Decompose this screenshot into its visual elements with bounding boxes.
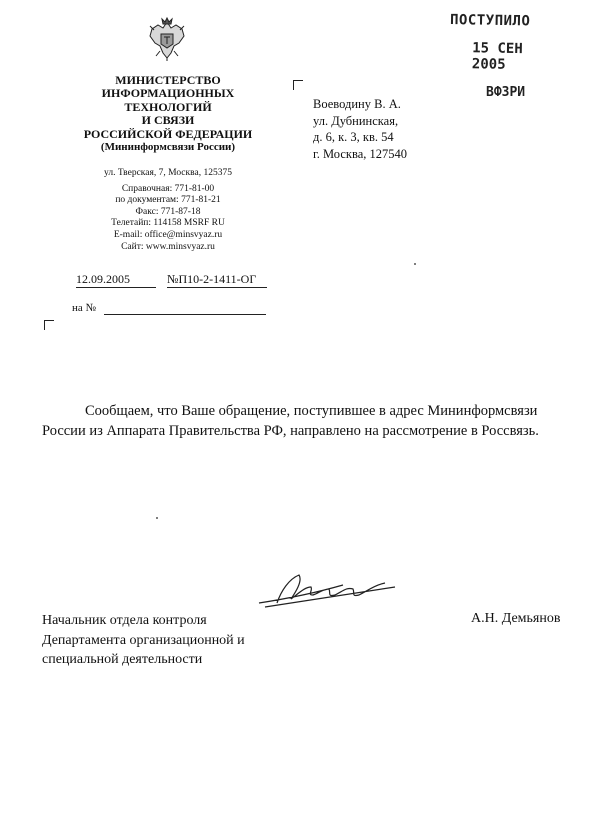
signer-position <box>42 611 245 670</box>
addressee-corner-mark <box>293 80 303 90</box>
letter-body: Сообщаем, что Ваше обращение, поступившее в адрес Мининформсвязи России из Аппарата Правительства РФ, направлено на рассмотрение в Россвязь. <box>42 403 539 439</box>
addressee-name: Воеводину В. А. <box>313 97 401 111</box>
stamp-department: ВФЗРИ <box>486 85 526 100</box>
contact-address: ул. Тверская, 7, Москва, 125375 <box>104 168 232 178</box>
outgoing-number <box>167 272 267 288</box>
reply-to-label: на № <box>72 302 97 314</box>
coat-of-arms-emblem <box>146 16 188 62</box>
contact-phone: Справочная: 771-81-00 <box>121 183 215 194</box>
ministry-line: ИНФОРМАЦИОННЫХ <box>101 86 235 101</box>
signer-position-line: специальной деятельности <box>42 652 203 667</box>
ministry-contacts <box>70 168 266 253</box>
number-sign: № <box>167 272 179 286</box>
ministry-line: МИНИСТЕРСТВО <box>115 73 221 87</box>
contact-documents-phone: по документам: 771-81-21 <box>115 195 221 206</box>
body-corner-mark <box>44 320 54 330</box>
signer-position-line: Департамента организационной и <box>42 632 245 648</box>
signer-position-line: Начальник отдела контроля <box>42 613 207 628</box>
ministry-line: И СВЯЗИ <box>141 113 195 128</box>
stamp-received-label: ПОСТУПИЛО <box>449 12 531 30</box>
contact-website: Сайт: www.minsvyaz.ru <box>121 241 215 252</box>
contact-teletype: Телетайп: 114158 MSRF RU <box>111 218 225 229</box>
contact-fax: Факс: 771-87-18 <box>135 206 201 217</box>
ministry-line: ТЕХНОЛОГИЙ <box>124 99 212 114</box>
ministry-name <box>70 74 266 154</box>
received-stamp <box>450 13 560 100</box>
signer-name: А.Н. Демьянов <box>471 611 561 626</box>
outgoing-date: 12.09.2005 <box>76 272 156 288</box>
scan-speck <box>414 263 416 265</box>
addressee-house: д. 6, к. 3, кв. 54 <box>313 130 394 144</box>
ministry-line: РОССИЙСКОЙ ФЕДЕРАЦИИ <box>83 126 253 141</box>
scan-speck <box>156 517 158 519</box>
addressee-city: г. Москва, 127540 <box>313 146 407 161</box>
ministry-short-name: (Мининформсвязи России) <box>100 141 236 154</box>
addressee-street: ул. Дубнинская, <box>313 113 399 128</box>
reply-to-blank-line <box>104 314 266 315</box>
addressee-block <box>313 96 407 162</box>
stamp-date: 15 СЕН 2005 <box>471 40 523 73</box>
contact-email: E-mail: office@minsvyaz.ru <box>113 229 223 240</box>
handwritten-signature <box>255 567 405 611</box>
number-value: П10-2-1411-ОГ <box>178 272 257 286</box>
